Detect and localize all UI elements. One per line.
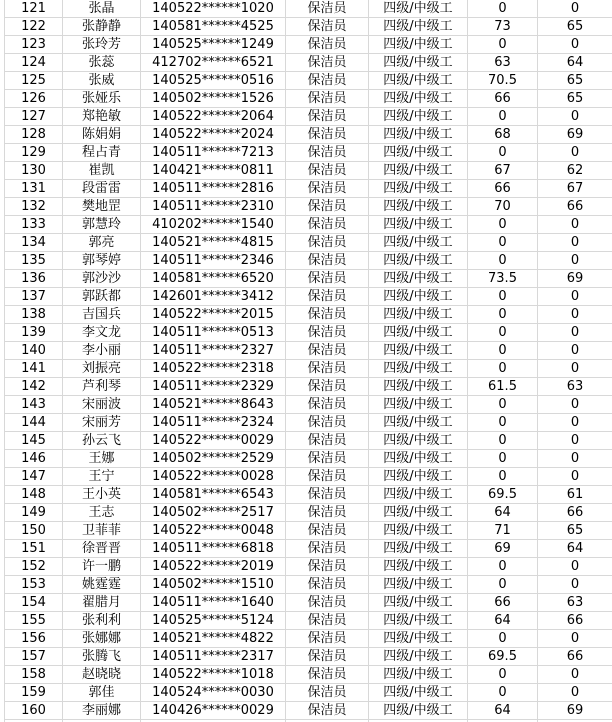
cell-score1[interactable]: 0: [468, 252, 538, 270]
cell-id-masked[interactable]: 140581******4525: [141, 18, 286, 36]
cell-score1[interactable]: 0: [468, 108, 538, 126]
cell-id-masked[interactable]: 140521******4822: [141, 630, 286, 648]
cell-name[interactable]: 许一鹏: [63, 558, 141, 576]
cell-id-masked[interactable]: 140502******2517: [141, 504, 286, 522]
cell-score2[interactable]: 0: [538, 234, 612, 252]
cell-level[interactable]: 四级/中级工: [369, 504, 468, 522]
cell-score2[interactable]: 66: [538, 198, 612, 216]
cell-position[interactable]: 保洁员: [286, 18, 369, 36]
cell-level[interactable]: 四级/中级工: [369, 702, 468, 720]
cell-level[interactable]: 四级/中级工: [369, 198, 468, 216]
cell-position[interactable]: 保洁员: [286, 396, 369, 414]
cell-row-number[interactable]: 146: [5, 450, 63, 468]
cell-row-number[interactable]: 145: [5, 432, 63, 450]
cell-id-masked[interactable]: 140511******2816: [141, 180, 286, 198]
cell-row-number[interactable]: 124: [5, 54, 63, 72]
cell-level[interactable]: 四级/中级工: [369, 54, 468, 72]
cell-score2[interactable]: 0: [538, 108, 612, 126]
cell-id-masked[interactable]: 140522******2318: [141, 360, 286, 378]
cell-score2[interactable]: 65: [538, 72, 612, 90]
cell-score1[interactable]: 69: [468, 540, 538, 558]
cell-position[interactable]: 保洁员: [286, 432, 369, 450]
cell-level[interactable]: 四级/中级工: [369, 612, 468, 630]
cell-position[interactable]: 保洁员: [286, 270, 369, 288]
cell-level[interactable]: 四级/中级工: [369, 468, 468, 486]
cell-level[interactable]: 四级/中级工: [369, 450, 468, 468]
cell-position[interactable]: 保洁员: [286, 90, 369, 108]
cell-id-masked[interactable]: 140511******7213: [141, 144, 286, 162]
cell-position[interactable]: 保洁员: [286, 252, 369, 270]
cell-score1[interactable]: 64: [468, 702, 538, 720]
cell-position[interactable]: 保洁员: [286, 180, 369, 198]
cell-position[interactable]: 保洁员: [286, 72, 369, 90]
cell-score1[interactable]: 0: [468, 396, 538, 414]
cell-score1[interactable]: 61.5: [468, 378, 538, 396]
cell-row-number[interactable]: 147: [5, 468, 63, 486]
cell-level[interactable]: 四级/中级工: [369, 684, 468, 702]
cell-name[interactable]: 吉国兵: [63, 306, 141, 324]
cell-score2[interactable]: 0: [538, 36, 612, 54]
cell-id-masked[interactable]: 140522******2064: [141, 108, 286, 126]
cell-row-number[interactable]: 148: [5, 486, 63, 504]
cell-name[interactable]: 郭慧玲: [63, 216, 141, 234]
cell-id-masked[interactable]: 140522******2015: [141, 306, 286, 324]
cell-score1[interactable]: 66: [468, 594, 538, 612]
cell-id-masked[interactable]: 140522******1018: [141, 666, 286, 684]
cell-score2[interactable]: 0: [538, 216, 612, 234]
cell-position[interactable]: 保洁员: [286, 450, 369, 468]
cell-score2[interactable]: 0: [538, 684, 612, 702]
cell-score1[interactable]: 69.5: [468, 486, 538, 504]
cell-score1[interactable]: 66: [468, 180, 538, 198]
cell-score2[interactable]: 65: [538, 90, 612, 108]
cell-name[interactable]: 郭亮: [63, 234, 141, 252]
cell-id-masked[interactable]: 140502******1526: [141, 90, 286, 108]
cell-id-masked[interactable]: 140522******0029: [141, 432, 286, 450]
cell-position[interactable]: 保洁员: [286, 108, 369, 126]
cell-level[interactable]: 四级/中级工: [369, 288, 468, 306]
cell-score2[interactable]: 0: [538, 630, 612, 648]
cell-name[interactable]: 张玲芳: [63, 36, 141, 54]
cell-id-masked[interactable]: 140524******0030: [141, 684, 286, 702]
cell-score1[interactable]: 0: [468, 684, 538, 702]
cell-row-number[interactable]: 156: [5, 630, 63, 648]
cell-name[interactable]: 郑艳敏: [63, 108, 141, 126]
cell-id-masked[interactable]: 142601******3412: [141, 288, 286, 306]
cell-level[interactable]: 四级/中级工: [369, 576, 468, 594]
cell-id-masked[interactable]: 140525******1249: [141, 36, 286, 54]
cell-score2[interactable]: 64: [538, 54, 612, 72]
cell-name[interactable]: 赵晓晓: [63, 666, 141, 684]
cell-level[interactable]: 四级/中级工: [369, 342, 468, 360]
cell-row-number[interactable]: 153: [5, 576, 63, 594]
cell-score2[interactable]: 61: [538, 486, 612, 504]
cell-row-number[interactable]: 142: [5, 378, 63, 396]
cell-name[interactable]: 宋丽芳: [63, 414, 141, 432]
cell-position[interactable]: 保洁员: [286, 378, 369, 396]
cell-score1[interactable]: 64: [468, 612, 538, 630]
cell-row-number[interactable]: 136: [5, 270, 63, 288]
cell-id-masked[interactable]: 140426******0029: [141, 702, 286, 720]
cell-name[interactable]: 芦利琴: [63, 378, 141, 396]
cell-score1[interactable]: 0: [468, 468, 538, 486]
cell-name[interactable]: 张娜娜: [63, 630, 141, 648]
cell-score2[interactable]: 64: [538, 540, 612, 558]
cell-level[interactable]: 四级/中级工: [369, 72, 468, 90]
cell-position[interactable]: 保洁员: [286, 468, 369, 486]
cell-row-number[interactable]: 122: [5, 18, 63, 36]
cell-score1[interactable]: 0: [468, 558, 538, 576]
cell-position[interactable]: 保洁员: [286, 342, 369, 360]
cell-id-masked[interactable]: 140581******6543: [141, 486, 286, 504]
cell-row-number[interactable]: 134: [5, 234, 63, 252]
cell-id-masked[interactable]: 140511******2324: [141, 414, 286, 432]
cell-position[interactable]: 保洁员: [286, 288, 369, 306]
cell-name[interactable]: 李小丽: [63, 342, 141, 360]
cell-id-masked[interactable]: 140511******2329: [141, 378, 286, 396]
cell-name[interactable]: 郭佳: [63, 684, 141, 702]
cell-position[interactable]: 保洁员: [286, 702, 369, 720]
cell-name[interactable]: 程占青: [63, 144, 141, 162]
cell-score1[interactable]: 0: [468, 288, 538, 306]
cell-score2[interactable]: 66: [538, 504, 612, 522]
cell-score1[interactable]: 0: [468, 234, 538, 252]
cell-score1[interactable]: 67: [468, 162, 538, 180]
cell-score2[interactable]: 0: [538, 324, 612, 342]
cell-id-masked[interactable]: 140525******5124: [141, 612, 286, 630]
cell-score2[interactable]: 69: [538, 270, 612, 288]
cell-id-masked[interactable]: 140511******2317: [141, 648, 286, 666]
cell-name[interactable]: 王志: [63, 504, 141, 522]
cell-score2[interactable]: 67: [538, 180, 612, 198]
cell-score1[interactable]: 63: [468, 54, 538, 72]
cell-level[interactable]: 四级/中级工: [369, 36, 468, 54]
cell-id-masked[interactable]: 140511******2327: [141, 342, 286, 360]
cell-position[interactable]: 保洁员: [286, 306, 369, 324]
cell-level[interactable]: 四级/中级工: [369, 18, 468, 36]
cell-row-number[interactable]: 151: [5, 540, 63, 558]
cell-row-number[interactable]: 158: [5, 666, 63, 684]
cell-level[interactable]: 四级/中级工: [369, 90, 468, 108]
cell-level[interactable]: 四级/中级工: [369, 486, 468, 504]
cell-level[interactable]: 四级/中级工: [369, 162, 468, 180]
cell-level[interactable]: 四级/中级工: [369, 126, 468, 144]
cell-position[interactable]: 保洁员: [286, 630, 369, 648]
cell-name[interactable]: 宋丽波: [63, 396, 141, 414]
cell-row-number[interactable]: 150: [5, 522, 63, 540]
cell-score1[interactable]: 70.5: [468, 72, 538, 90]
cell-score1[interactable]: 69.5: [468, 648, 538, 666]
cell-score2[interactable]: 0: [538, 252, 612, 270]
cell-score2[interactable]: 69: [538, 702, 612, 720]
cell-score2[interactable]: 0: [538, 414, 612, 432]
cell-position[interactable]: 保洁员: [286, 576, 369, 594]
cell-score2[interactable]: 63: [538, 378, 612, 396]
cell-id-masked[interactable]: 140511******2346: [141, 252, 286, 270]
cell-row-number[interactable]: 157: [5, 648, 63, 666]
cell-score1[interactable]: 64: [468, 504, 538, 522]
cell-position[interactable]: 保洁员: [286, 162, 369, 180]
cell-name[interactable]: 王娜: [63, 450, 141, 468]
cell-level[interactable]: 四级/中级工: [369, 414, 468, 432]
cell-row-number[interactable]: 123: [5, 36, 63, 54]
cell-level[interactable]: 四级/中级工: [369, 360, 468, 378]
cell-level[interactable]: 四级/中级工: [369, 324, 468, 342]
cell-id-masked[interactable]: 140511******6818: [141, 540, 286, 558]
cell-score2[interactable]: 0: [538, 396, 612, 414]
cell-level[interactable]: 四级/中级工: [369, 144, 468, 162]
cell-id-masked[interactable]: 140522******0048: [141, 522, 286, 540]
cell-row-number[interactable]: 155: [5, 612, 63, 630]
cell-position[interactable]: 保洁员: [286, 684, 369, 702]
cell-position[interactable]: 保洁员: [286, 0, 369, 18]
cell-position[interactable]: 保洁员: [286, 612, 369, 630]
cell-name[interactable]: 郭琴婷: [63, 252, 141, 270]
cell-name[interactable]: 徐晋晋: [63, 540, 141, 558]
cell-level[interactable]: 四级/中级工: [369, 666, 468, 684]
cell-score1[interactable]: 70: [468, 198, 538, 216]
cell-name[interactable]: 张蕊: [63, 54, 141, 72]
cell-row-number[interactable]: 152: [5, 558, 63, 576]
cell-id-masked[interactable]: 140521******8643: [141, 396, 286, 414]
cell-position[interactable]: 保洁员: [286, 360, 369, 378]
spreadsheet-grid: [4, 0, 612, 722]
cell-row-number[interactable]: 135: [5, 252, 63, 270]
cell-position[interactable]: 保洁员: [286, 414, 369, 432]
cell-name[interactable]: 刘振亮: [63, 360, 141, 378]
cell-id-masked[interactable]: 140525******0516: [141, 72, 286, 90]
cell-score1[interactable]: 0: [468, 144, 538, 162]
cell-score1[interactable]: 0: [468, 342, 538, 360]
cell-row-number[interactable]: 140: [5, 342, 63, 360]
cell-id-masked[interactable]: 140511******0513: [141, 324, 286, 342]
cell-position[interactable]: 保洁员: [286, 198, 369, 216]
cell-position[interactable]: 保洁员: [286, 54, 369, 72]
cell-position[interactable]: 保洁员: [286, 486, 369, 504]
cell-score2[interactable]: 66: [538, 612, 612, 630]
cell-score1[interactable]: 0: [468, 630, 538, 648]
cell-row-number[interactable]: 149: [5, 504, 63, 522]
cell-name[interactable]: 王小英: [63, 486, 141, 504]
cell-level[interactable]: 四级/中级工: [369, 108, 468, 126]
cell-level[interactable]: 四级/中级工: [369, 396, 468, 414]
cell-id-masked[interactable]: 140502******1510: [141, 576, 286, 594]
cell-position[interactable]: 保洁员: [286, 126, 369, 144]
cell-score1[interactable]: 66: [468, 90, 538, 108]
cell-name[interactable]: 张晶: [63, 0, 141, 18]
cell-score2[interactable]: 0: [538, 450, 612, 468]
cell-score2[interactable]: 0: [538, 288, 612, 306]
cell-score1[interactable]: 0: [468, 450, 538, 468]
cell-score1[interactable]: 68: [468, 126, 538, 144]
cell-position[interactable]: 保洁员: [286, 216, 369, 234]
cell-name[interactable]: 张腾飞: [63, 648, 141, 666]
cell-score1[interactable]: 0: [468, 306, 538, 324]
cell-position[interactable]: 保洁员: [286, 324, 369, 342]
cell-name[interactable]: 张威: [63, 72, 141, 90]
cell-score2[interactable]: 0: [538, 144, 612, 162]
cell-id-masked[interactable]: 412702******6521: [141, 54, 286, 72]
cell-name[interactable]: 张静静: [63, 18, 141, 36]
cell-score1[interactable]: 0: [468, 576, 538, 594]
cell-row-number[interactable]: 137: [5, 288, 63, 306]
cell-row-number[interactable]: 127: [5, 108, 63, 126]
cell-level[interactable]: 四级/中级工: [369, 0, 468, 18]
cell-level[interactable]: 四级/中级工: [369, 558, 468, 576]
cell-id-masked[interactable]: 140522******2024: [141, 126, 286, 144]
cell-level[interactable]: 四级/中级工: [369, 306, 468, 324]
cell-score1[interactable]: 0: [468, 0, 538, 18]
cell-score2[interactable]: 0: [538, 558, 612, 576]
cell-row-number[interactable]: 139: [5, 324, 63, 342]
cell-row-number[interactable]: 160: [5, 702, 63, 720]
cell-id-masked[interactable]: 410202******1540: [141, 216, 286, 234]
cell-position[interactable]: 保洁员: [286, 144, 369, 162]
cell-level[interactable]: 四级/中级工: [369, 378, 468, 396]
cell-name[interactable]: 张利利: [63, 612, 141, 630]
cell-score2[interactable]: 0: [538, 432, 612, 450]
cell-row-number[interactable]: 128: [5, 126, 63, 144]
cell-score2[interactable]: 66: [538, 648, 612, 666]
cell-score1[interactable]: 73.5: [468, 270, 538, 288]
cell-id-masked[interactable]: 140522******0028: [141, 468, 286, 486]
cell-row-number[interactable]: 143: [5, 396, 63, 414]
cell-name[interactable]: 李丽娜: [63, 702, 141, 720]
cell-id-masked[interactable]: 140511******1640: [141, 594, 286, 612]
cell-score2[interactable]: 63: [538, 594, 612, 612]
cell-row-number[interactable]: 159: [5, 684, 63, 702]
cell-row-number[interactable]: 154: [5, 594, 63, 612]
cell-score1[interactable]: 71: [468, 522, 538, 540]
cell-level[interactable]: 四级/中级工: [369, 540, 468, 558]
cell-position[interactable]: 保洁员: [286, 540, 369, 558]
cell-score2[interactable]: 0: [538, 342, 612, 360]
cell-level[interactable]: 四级/中级工: [369, 252, 468, 270]
cell-name[interactable]: 翟腊月: [63, 594, 141, 612]
cell-level[interactable]: 四级/中级工: [369, 594, 468, 612]
cell-position[interactable]: 保洁员: [286, 666, 369, 684]
cell-score1[interactable]: 73: [468, 18, 538, 36]
cell-row-number[interactable]: 144: [5, 414, 63, 432]
cell-position[interactable]: 保洁员: [286, 648, 369, 666]
cell-name[interactable]: 王宁: [63, 468, 141, 486]
cell-name[interactable]: 郭沙沙: [63, 270, 141, 288]
cell-score2[interactable]: 65: [538, 18, 612, 36]
cell-score1[interactable]: 0: [468, 666, 538, 684]
cell-level[interactable]: 四级/中级工: [369, 522, 468, 540]
cell-id-masked[interactable]: 140581******6520: [141, 270, 286, 288]
cell-level[interactable]: 四级/中级工: [369, 432, 468, 450]
cell-score2[interactable]: 62: [538, 162, 612, 180]
cell-row-number[interactable]: 130: [5, 162, 63, 180]
cell-level[interactable]: 四级/中级工: [369, 630, 468, 648]
cell-score1[interactable]: 0: [468, 414, 538, 432]
cell-position[interactable]: 保洁员: [286, 36, 369, 54]
cell-level[interactable]: 四级/中级工: [369, 270, 468, 288]
cell-row-number[interactable]: 131: [5, 180, 63, 198]
cell-score2[interactable]: 0: [538, 0, 612, 18]
cell-id-masked[interactable]: 140521******4815: [141, 234, 286, 252]
cell-name[interactable]: 陈娟娟: [63, 126, 141, 144]
cell-name[interactable]: 郭跃都: [63, 288, 141, 306]
cell-name[interactable]: 崔凯: [63, 162, 141, 180]
cell-score2[interactable]: 0: [538, 306, 612, 324]
cell-row-number[interactable]: 126: [5, 90, 63, 108]
cell-id-masked[interactable]: 140502******2529: [141, 450, 286, 468]
cell-score2[interactable]: 65: [538, 522, 612, 540]
cell-name[interactable]: 姚霆霆: [63, 576, 141, 594]
cell-position[interactable]: 保洁员: [286, 234, 369, 252]
cell-score1[interactable]: 0: [468, 324, 538, 342]
cell-score2[interactable]: 0: [538, 666, 612, 684]
cell-row-number[interactable]: 125: [5, 72, 63, 90]
cell-score1[interactable]: 0: [468, 360, 538, 378]
cell-name[interactable]: 孙云飞: [63, 432, 141, 450]
cell-name[interactable]: 樊地罡: [63, 198, 141, 216]
cell-score1[interactable]: 0: [468, 432, 538, 450]
cell-id-masked[interactable]: 140511******2310: [141, 198, 286, 216]
cell-level[interactable]: 四级/中级工: [369, 180, 468, 198]
cell-row-number[interactable]: 138: [5, 306, 63, 324]
cell-id-masked[interactable]: 140421******0811: [141, 162, 286, 180]
cell-name[interactable]: 段雷雷: [63, 180, 141, 198]
cell-id-masked[interactable]: 140522******1020: [141, 0, 286, 18]
cell-level[interactable]: 四级/中级工: [369, 216, 468, 234]
cell-row-number[interactable]: 141: [5, 360, 63, 378]
cell-level[interactable]: 四级/中级工: [369, 234, 468, 252]
cell-score2[interactable]: 0: [538, 360, 612, 378]
cell-score2[interactable]: 0: [538, 468, 612, 486]
cell-position[interactable]: 保洁员: [286, 504, 369, 522]
cell-row-number[interactable]: 121: [5, 0, 63, 18]
cell-score2[interactable]: 0: [538, 576, 612, 594]
cell-position[interactable]: 保洁员: [286, 558, 369, 576]
cell-name[interactable]: 张娅乐: [63, 90, 141, 108]
cell-position[interactable]: 保洁员: [286, 522, 369, 540]
cell-id-masked[interactable]: 140522******2019: [141, 558, 286, 576]
cell-name[interactable]: 卫菲菲: [63, 522, 141, 540]
cell-name[interactable]: 李文龙: [63, 324, 141, 342]
cell-row-number[interactable]: 129: [5, 144, 63, 162]
cell-level[interactable]: 四级/中级工: [369, 648, 468, 666]
cell-position[interactable]: 保洁员: [286, 594, 369, 612]
cell-score1[interactable]: 0: [468, 216, 538, 234]
cell-score1[interactable]: 0: [468, 36, 538, 54]
cell-score2[interactable]: 69: [538, 126, 612, 144]
cell-row-number[interactable]: 132: [5, 198, 63, 216]
cell-row-number[interactable]: 133: [5, 216, 63, 234]
